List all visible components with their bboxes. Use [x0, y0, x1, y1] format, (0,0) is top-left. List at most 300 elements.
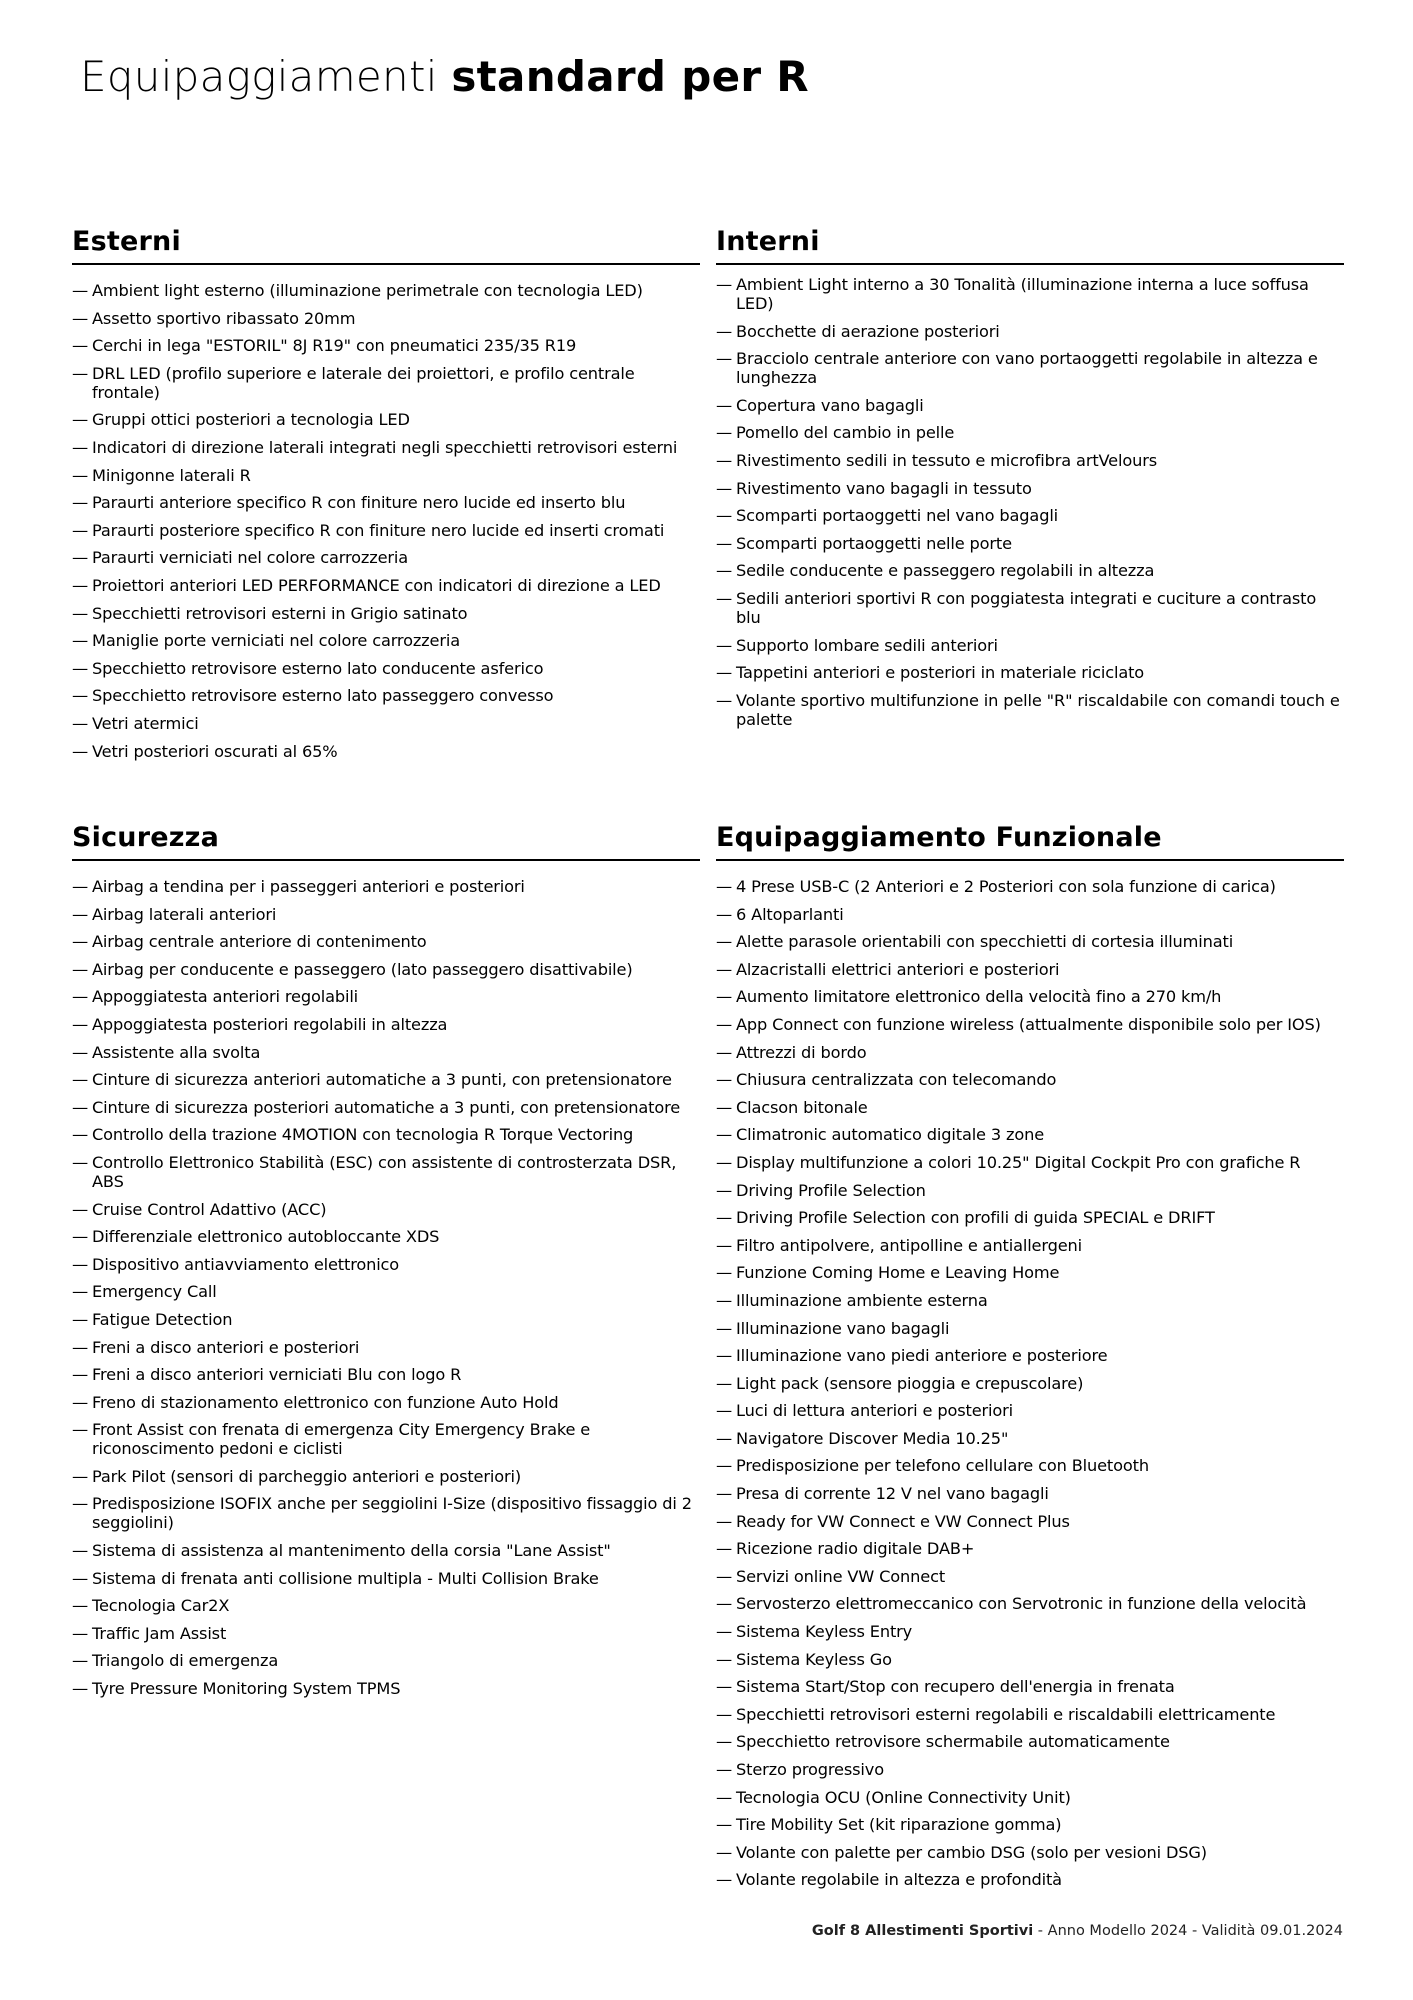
list-item	[72, 521, 700, 540]
bullet-dash: —	[716, 321, 733, 341]
bullet-dash: —	[716, 1484, 733, 1504]
list-item-text: Cinture di sicurezza posteriori automatiche a 3 punti, con pretensionatore	[92, 1097, 681, 1117]
list-item-text: Assetto sportivo ribassato 20mm	[92, 308, 356, 328]
bullet-dash: —	[72, 363, 89, 383]
list-item	[72, 1015, 700, 1034]
bullet-dash: —	[716, 1318, 733, 1338]
footer-details: - Anno Modello 2024 - Validità 09.01.2024	[1033, 1923, 1343, 1939]
list-item	[72, 1624, 700, 1643]
list-item	[72, 438, 700, 457]
list-item-text: Sistema di assistenza al mantenimento della corsia "Lane Assist"	[92, 1541, 611, 1561]
list-item	[72, 1310, 700, 1329]
list-item	[72, 1393, 700, 1412]
list-item-text: Triangolo di emergenza	[92, 1651, 279, 1671]
list-item-text: Rivestimento sedili in tessuto e microfibra artVelours	[736, 450, 1157, 470]
list-item	[716, 322, 1344, 341]
section-heading-funzionale: Equipaggiamento Funzionale	[716, 822, 1344, 861]
section-interni	[716, 226, 1344, 737]
bullet-dash: —	[72, 465, 89, 485]
list-item-text: Light pack (sensore pioggia e crepuscolare)	[736, 1373, 1084, 1393]
bullet-dash: —	[716, 1594, 733, 1614]
list-item-text: Emergency Call	[92, 1282, 217, 1302]
bullet-dash: —	[716, 635, 733, 655]
list-item	[716, 1429, 1344, 1448]
bullet-dash: —	[72, 631, 89, 651]
section-heading-sicurezza: Sicurezza	[72, 822, 700, 861]
list-item-text: Sterzo progressivo	[736, 1760, 884, 1779]
list-item-text: Ready for VW Connect e VW Connect Plus	[736, 1511, 1070, 1531]
bullet-dash: —	[716, 395, 733, 415]
list-item-text: Supporto lombare sedili anteriori	[736, 635, 998, 655]
list-item-text: Front Assist con frenata di emergenza City Emergency Brake e riconoscimento pedoni e ciclisti	[92, 1420, 591, 1459]
list-item	[72, 1125, 700, 1144]
list-item	[716, 1346, 1344, 1365]
list-item-text: Scomparti portaoggetti nel vano bagagli	[736, 506, 1059, 526]
bullet-dash: —	[716, 561, 733, 581]
list-item-text: Predisposizione per telefono cellulare con Bluetooth	[736, 1456, 1149, 1476]
list-item-text: Vetri posteriori oscurati al 65%	[92, 741, 338, 761]
bullet-dash: —	[72, 1337, 89, 1357]
list-item	[72, 1070, 700, 1089]
bullet-dash: —	[716, 1208, 733, 1228]
bullet-dash: —	[72, 1392, 89, 1412]
list-item	[716, 1236, 1344, 1255]
bullet-dash: —	[716, 1346, 733, 1366]
list-item-text: Airbag centrale anteriore di contenimento	[92, 932, 427, 952]
list-item-text: Paraurti verniciati nel colore carrozzeria	[92, 548, 408, 568]
bullet-dash: —	[716, 1649, 733, 1669]
footer-title: Golf 8 Allestimenti Sportivi	[811, 1923, 1034, 1939]
list-item-text: Sistema Keyless Entry	[736, 1622, 913, 1642]
bullet-dash: —	[72, 281, 89, 300]
list-item	[72, 1200, 700, 1219]
bullet-dash: —	[716, 1704, 733, 1724]
list-item	[72, 1569, 700, 1588]
bullet-dash: —	[72, 1097, 89, 1117]
list-item-text: Volante sportivo multifunzione in pelle "R" riscaldabile con comandi touch e palette	[736, 690, 1340, 729]
list-item-text: Specchietto retrovisore esterno lato passeggero convesso	[92, 686, 554, 706]
list-item-text: Bocchette di aerazione posteriori	[736, 321, 1000, 341]
bullet-dash: —	[716, 1539, 733, 1559]
section-funzionale	[716, 822, 1344, 1898]
bullet-dash: —	[72, 1014, 89, 1034]
list-item	[716, 1043, 1344, 1062]
list-item	[72, 493, 700, 512]
bullet-dash: —	[716, 506, 733, 526]
bullet-dash: —	[72, 741, 89, 761]
list-item	[716, 1181, 1344, 1200]
list-item	[716, 877, 1344, 896]
bullet-dash: —	[72, 987, 89, 1007]
bullet-dash: —	[716, 533, 733, 553]
bullet-dash: —	[716, 1677, 733, 1697]
list-item-text: Indicatori di direzione laterali integrati negli specchietti retrovisori esterni	[92, 437, 678, 457]
list-item	[716, 1401, 1344, 1420]
list-item-text: Vetri atermici	[92, 713, 199, 733]
list-item	[716, 1788, 1344, 1807]
list-item	[716, 691, 1344, 729]
list-item	[716, 451, 1344, 470]
bullet-dash: —	[716, 1842, 733, 1862]
list-item	[72, 1282, 700, 1301]
list-item-text: Ambient Light interno a 30 Tonalità (illuminazione interna a luce soffusa LED)	[736, 275, 1309, 313]
bullet-dash: —	[72, 520, 89, 540]
list-item	[716, 1815, 1344, 1834]
bullet-dash: —	[72, 713, 89, 733]
list-item-text: Tire Mobility Set (kit riparazione gomma)	[736, 1815, 1062, 1835]
bullet-dash: —	[716, 663, 733, 683]
list-item	[716, 636, 1344, 655]
list-item	[716, 396, 1344, 415]
bullet-dash: —	[716, 877, 733, 896]
list-item-text: Display multifunzione a colori 10.25" Digital Cockpit Pro con grafiche R	[736, 1152, 1301, 1172]
bullet-dash: —	[72, 548, 89, 568]
list-item	[72, 1596, 700, 1615]
bullet-dash: —	[72, 1227, 89, 1247]
list-item	[716, 1319, 1344, 1338]
list-item	[716, 275, 1344, 313]
bullet-dash: —	[72, 575, 89, 595]
list-item	[72, 987, 700, 1006]
list-item	[72, 336, 700, 355]
bullet-dash: —	[716, 1180, 733, 1200]
list-item	[72, 1043, 700, 1062]
list-item-text: Scomparti portaoggetti nelle porte	[736, 533, 1012, 553]
list-item-text: Clacson bitonale	[736, 1097, 868, 1117]
list-item	[72, 281, 700, 300]
bullet-dash: —	[72, 1568, 89, 1588]
list-item-text: Presa di corrente 12 V nel vano bagagli	[736, 1484, 1049, 1504]
list-item	[72, 1098, 700, 1117]
list-item-text: Servizi online VW Connect	[736, 1566, 946, 1586]
page-title	[80, 52, 809, 101]
bullet-dash: —	[72, 1282, 89, 1302]
list-esterni	[72, 281, 700, 761]
list-item	[716, 589, 1344, 627]
list-item-text: Navigatore Discover Media 10.25"	[736, 1428, 1009, 1448]
bullet-dash: —	[716, 1566, 733, 1586]
list-item	[716, 1650, 1344, 1669]
list-item	[72, 548, 700, 567]
bullet-dash: —	[716, 275, 733, 294]
bullet-dash: —	[716, 1097, 733, 1117]
bullet-dash: —	[72, 877, 89, 896]
list-item-text: Gruppi ottici posteriori a tecnologia LED	[92, 410, 410, 430]
list-item	[716, 506, 1344, 525]
section-heading-interni: Interni	[716, 226, 1344, 265]
list-item	[72, 1651, 700, 1670]
list-item	[716, 1622, 1344, 1641]
list-item	[716, 1153, 1344, 1172]
list-item-text: Airbag laterali anteriori	[92, 904, 277, 924]
bullet-dash: —	[72, 1070, 89, 1090]
list-item	[72, 1153, 700, 1191]
list-item	[716, 663, 1344, 682]
bullet-dash: —	[72, 1125, 89, 1145]
list-item	[72, 466, 700, 485]
list-item	[716, 1594, 1344, 1613]
list-item	[72, 1679, 700, 1698]
list-item	[716, 1843, 1344, 1862]
list-item-text: 6 Altoparlanti	[736, 904, 844, 924]
list-funzionale	[716, 877, 1344, 1889]
list-item-text: Ambient light esterno (illuminazione perimetrale con tecnologia LED)	[92, 281, 643, 300]
bullet-dash: —	[716, 1401, 733, 1421]
list-item-text: Specchietto retrovisore schermabile automaticamente	[736, 1732, 1170, 1752]
list-item	[716, 349, 1344, 387]
list-item	[716, 1732, 1344, 1751]
list-item-text: Tyre Pressure Monitoring System TPMS	[92, 1679, 401, 1699]
bullet-dash: —	[716, 690, 733, 710]
bullet-dash: —	[72, 1420, 89, 1440]
list-item	[72, 1338, 700, 1357]
bullet-dash: —	[72, 410, 89, 430]
list-item-text: Traffic Jam Assist	[92, 1623, 227, 1643]
bullet-dash: —	[72, 1042, 89, 1062]
list-item-text: Cruise Control Adattivo (ACC)	[92, 1199, 327, 1219]
list-item-text: Volante regolabile in altezza e profondità	[736, 1870, 1062, 1890]
list-item	[716, 534, 1344, 553]
list-item	[716, 1125, 1344, 1144]
list-item-text: Proiettori anteriori LED PERFORMANCE con indicatori di direzione a LED	[92, 575, 661, 595]
list-item-text: Sistema di frenata anti collisione multipla - Multi Collision Brake	[92, 1568, 599, 1588]
list-item	[716, 1512, 1344, 1531]
list-item	[72, 742, 700, 761]
bullet-dash: —	[716, 1373, 733, 1393]
list-item-text: Dispositivo antiavviamento elettronico	[92, 1254, 400, 1274]
list-item-text: Sistema Keyless Go	[736, 1649, 892, 1669]
list-item-text: Driving Profile Selection con profili di guida SPECIAL e DRIFT	[736, 1208, 1215, 1228]
list-item-text: Servosterzo elettromeccanico con Servotronic in funzione della velocità	[736, 1594, 1307, 1614]
list-item	[72, 1227, 700, 1246]
list-item	[716, 1760, 1344, 1779]
list-item-text: Appoggiatesta posteriori regolabili in altezza	[92, 1014, 448, 1034]
bullet-dash: —	[72, 1309, 89, 1329]
list-item	[72, 932, 700, 951]
list-item	[716, 1456, 1344, 1475]
list-item	[716, 1870, 1344, 1889]
bullet-dash: —	[716, 1787, 733, 1807]
bullet-dash: —	[716, 1815, 733, 1835]
bullet-dash: —	[716, 1456, 733, 1476]
list-item-text: Paraurti posteriore specifico R con finiture nero lucide ed inserti cromati	[92, 520, 665, 540]
bullet-dash: —	[72, 1596, 89, 1616]
bullet-dash: —	[72, 1365, 89, 1385]
section-sicurezza	[72, 822, 700, 1707]
list-item	[72, 905, 700, 924]
list-item	[716, 1705, 1344, 1724]
bullet-dash: —	[716, 1732, 733, 1752]
list-item-text: Sistema Start/Stop con recupero dell'energia in frenata	[736, 1677, 1175, 1697]
bullet-dash: —	[716, 423, 733, 443]
list-item-text: Controllo della trazione 4MOTION con tecnologia R Torque Vectoring	[92, 1125, 634, 1145]
list-item-text: Illuminazione vano piedi anteriore e posteriore	[736, 1346, 1108, 1366]
bullet-dash: —	[716, 1125, 733, 1145]
list-item-text: Airbag a tendina per i passeggeri anteriori e posteriori	[92, 877, 525, 896]
list-item	[72, 631, 700, 650]
list-item	[716, 561, 1344, 580]
bullet-dash: —	[72, 904, 89, 924]
bullet-dash: —	[716, 932, 733, 952]
page-title-light: Equipaggiamenti	[80, 52, 438, 101]
bullet-dash: —	[716, 1428, 733, 1448]
list-item-text: Freni a disco anteriori e posteriori	[92, 1337, 360, 1357]
list-item-text: Park Pilot (sensori di parcheggio anteriori e posteriori)	[92, 1466, 521, 1486]
list-item	[72, 1420, 700, 1458]
list-item-text: Maniglie porte verniciati nel colore carrozzeria	[92, 631, 460, 651]
list-item	[716, 1070, 1344, 1089]
bullet-dash: —	[72, 1679, 89, 1699]
bullet-dash: —	[716, 987, 733, 1007]
list-item-text: Assistente alla svolta	[92, 1042, 261, 1062]
page-title-bold: standard per R	[451, 52, 809, 101]
list-item	[72, 364, 700, 402]
bullet-dash: —	[72, 603, 89, 623]
list-item-text: Specchietti retrovisori esterni regolabili e riscaldabili elettricamente	[736, 1704, 1276, 1724]
list-item-text: Copertura vano bagagli	[736, 395, 924, 415]
list-item-text: Sedili anteriori sportivi R con poggiatesta integrati e cuciture a contrasto blu	[736, 588, 1317, 627]
bullet-dash: —	[72, 959, 89, 979]
bullet-dash: —	[72, 1541, 89, 1561]
list-item	[716, 1374, 1344, 1393]
list-item	[716, 987, 1344, 1006]
list-item-text: Bracciolo centrale anteriore con vano portaoggetti regolabile in altezza e lunghezza	[736, 349, 1318, 388]
list-item-text: Chiusura centralizzata con telecomando	[736, 1070, 1057, 1090]
bullet-dash: —	[72, 1152, 89, 1172]
list-item	[72, 960, 700, 979]
bullet-dash: —	[716, 478, 733, 498]
bullet-dash: —	[716, 588, 733, 608]
bullet-dash: —	[72, 658, 89, 678]
bullet-dash: —	[716, 1870, 733, 1890]
bullet-dash: —	[716, 1511, 733, 1531]
list-item-text: Driving Profile Selection	[736, 1180, 926, 1200]
list-item	[716, 1567, 1344, 1586]
bullet-dash: —	[716, 1263, 733, 1283]
bullet-dash: —	[716, 1070, 733, 1090]
list-item-text: Illuminazione vano bagagli	[736, 1318, 950, 1338]
list-item-text: Filtro antipolvere, antipolline e antiallergeni	[736, 1235, 1082, 1255]
bullet-dash: —	[72, 437, 89, 457]
list-item	[716, 1291, 1344, 1310]
bullet-dash: —	[72, 1199, 89, 1219]
bullet-dash: —	[716, 1042, 733, 1062]
list-item-text: Appoggiatesta anteriori regolabili	[92, 987, 359, 1007]
list-item	[72, 659, 700, 678]
bullet-dash: —	[72, 1494, 89, 1514]
list-item-text: Climatronic automatico digitale 3 zone	[736, 1125, 1045, 1145]
list-item	[72, 1494, 700, 1532]
list-item-text: Predisposizione ISOFIX anche per seggiolini I-Size (dispositivo fissaggio di 2 seggiolini)	[92, 1494, 692, 1533]
list-item-text: Pomello del cambio in pelle	[736, 423, 955, 443]
list-item	[72, 877, 700, 896]
list-item-text: Freno di stazionamento elettronico con funzione Auto Hold	[92, 1392, 559, 1412]
list-item	[716, 1208, 1344, 1227]
list-item-text: Ricezione radio digitale DAB+	[736, 1539, 975, 1559]
list-item	[716, 1484, 1344, 1503]
list-item-text: Alette parasole orientabili con specchietti di cortesia illuminati	[736, 932, 1234, 952]
list-item-text: Alzacristalli elettrici anteriori e posteriori	[736, 959, 1060, 979]
list-item-text: Specchietti retrovisori esterni in Grigio satinato	[92, 603, 468, 623]
bullet-dash: —	[72, 1623, 89, 1643]
section-esterni	[72, 226, 700, 769]
list-item	[716, 932, 1344, 951]
list-item	[72, 576, 700, 595]
list-item-text: Attrezzi di bordo	[736, 1042, 867, 1062]
list-item	[72, 604, 700, 623]
list-item-text: Cerchi in lega "ESTORIL" 8J R19" con pneumatici 235/35 R19	[92, 336, 577, 356]
list-item	[716, 960, 1344, 979]
bullet-dash: —	[72, 686, 89, 706]
bullet-dash: —	[72, 336, 89, 356]
bullet-dash: —	[72, 308, 89, 328]
list-item-text: DRL LED (profilo superiore e laterale dei proiettori, e profilo centrale frontale)	[92, 363, 635, 402]
list-item-text: Illuminazione ambiente esterna	[736, 1290, 988, 1310]
bullet-dash: —	[716, 349, 733, 369]
list-item	[716, 1677, 1344, 1696]
list-item-text: Cinture di sicurezza anteriori automatiche a 3 punti, con pretensionatore	[92, 1070, 672, 1090]
bullet-dash: —	[716, 1290, 733, 1310]
list-item-text: Tappetini anteriori e posteriori in materiale riciclato	[736, 663, 1145, 683]
list-item-text: App Connect con funzione wireless (attualmente disponibile solo per IOS)	[736, 1014, 1321, 1034]
list-item-text: Luci di lettura anteriori e posteriori	[736, 1401, 1013, 1421]
bullet-dash: —	[716, 1014, 733, 1034]
list-item-text: Volante con palette per cambio DSG (solo per vesioni DSG)	[736, 1842, 1207, 1862]
footer	[812, 1923, 1343, 1939]
list-item	[72, 1365, 700, 1384]
list-sicurezza	[72, 877, 700, 1698]
list-item	[72, 1467, 700, 1486]
list-item	[716, 1539, 1344, 1558]
bullet-dash: —	[72, 932, 89, 952]
list-item-text: Differenziale elettronico autobloccante XDS	[92, 1227, 440, 1247]
list-item	[72, 714, 700, 733]
list-item	[72, 1541, 700, 1560]
list-item	[716, 479, 1344, 498]
list-item-text: Specchietto retrovisore esterno lato conducente asferico	[92, 658, 544, 678]
bullet-dash: —	[72, 1651, 89, 1671]
bullet-dash: —	[716, 1760, 733, 1779]
section-heading-esterni: Esterni	[72, 226, 700, 265]
list-interni	[716, 275, 1344, 729]
bullet-dash: —	[716, 904, 733, 924]
list-item	[716, 905, 1344, 924]
list-item-text: Aumento limitatore elettronico della velocità fino a 270 km/h	[736, 987, 1222, 1007]
list-item-text: Rivestimento vano bagagli in tessuto	[736, 478, 1032, 498]
bullet-dash: —	[716, 1235, 733, 1255]
list-item-text: Freni a disco anteriori verniciati Blu con logo R	[92, 1365, 462, 1385]
bullet-dash: —	[72, 493, 89, 513]
list-item-text: Tecnologia Car2X	[92, 1596, 230, 1616]
list-item-text: Tecnologia OCU (Online Connectivity Unit)	[736, 1787, 1071, 1807]
bullet-dash: —	[716, 959, 733, 979]
bullet-dash: —	[72, 1254, 89, 1274]
list-item	[716, 1015, 1344, 1034]
list-item	[72, 410, 700, 429]
list-item-text: 4 Prese USB-C (2 Anteriori e 2 Posteriori con sola funzione di carica)	[736, 877, 1276, 896]
bullet-dash: —	[716, 1622, 733, 1642]
list-item-text: Minigonne laterali R	[92, 465, 251, 485]
list-item	[716, 1098, 1344, 1117]
bullet-dash: —	[716, 450, 733, 470]
list-item	[716, 423, 1344, 442]
list-item	[72, 686, 700, 705]
bullet-dash: —	[72, 1466, 89, 1486]
list-item	[72, 1255, 700, 1274]
list-item	[716, 1263, 1344, 1282]
list-item-text: Sedile conducente e passeggero regolabili in altezza	[736, 561, 1155, 581]
list-item-text: Funzione Coming Home e Leaving Home	[736, 1263, 1060, 1283]
